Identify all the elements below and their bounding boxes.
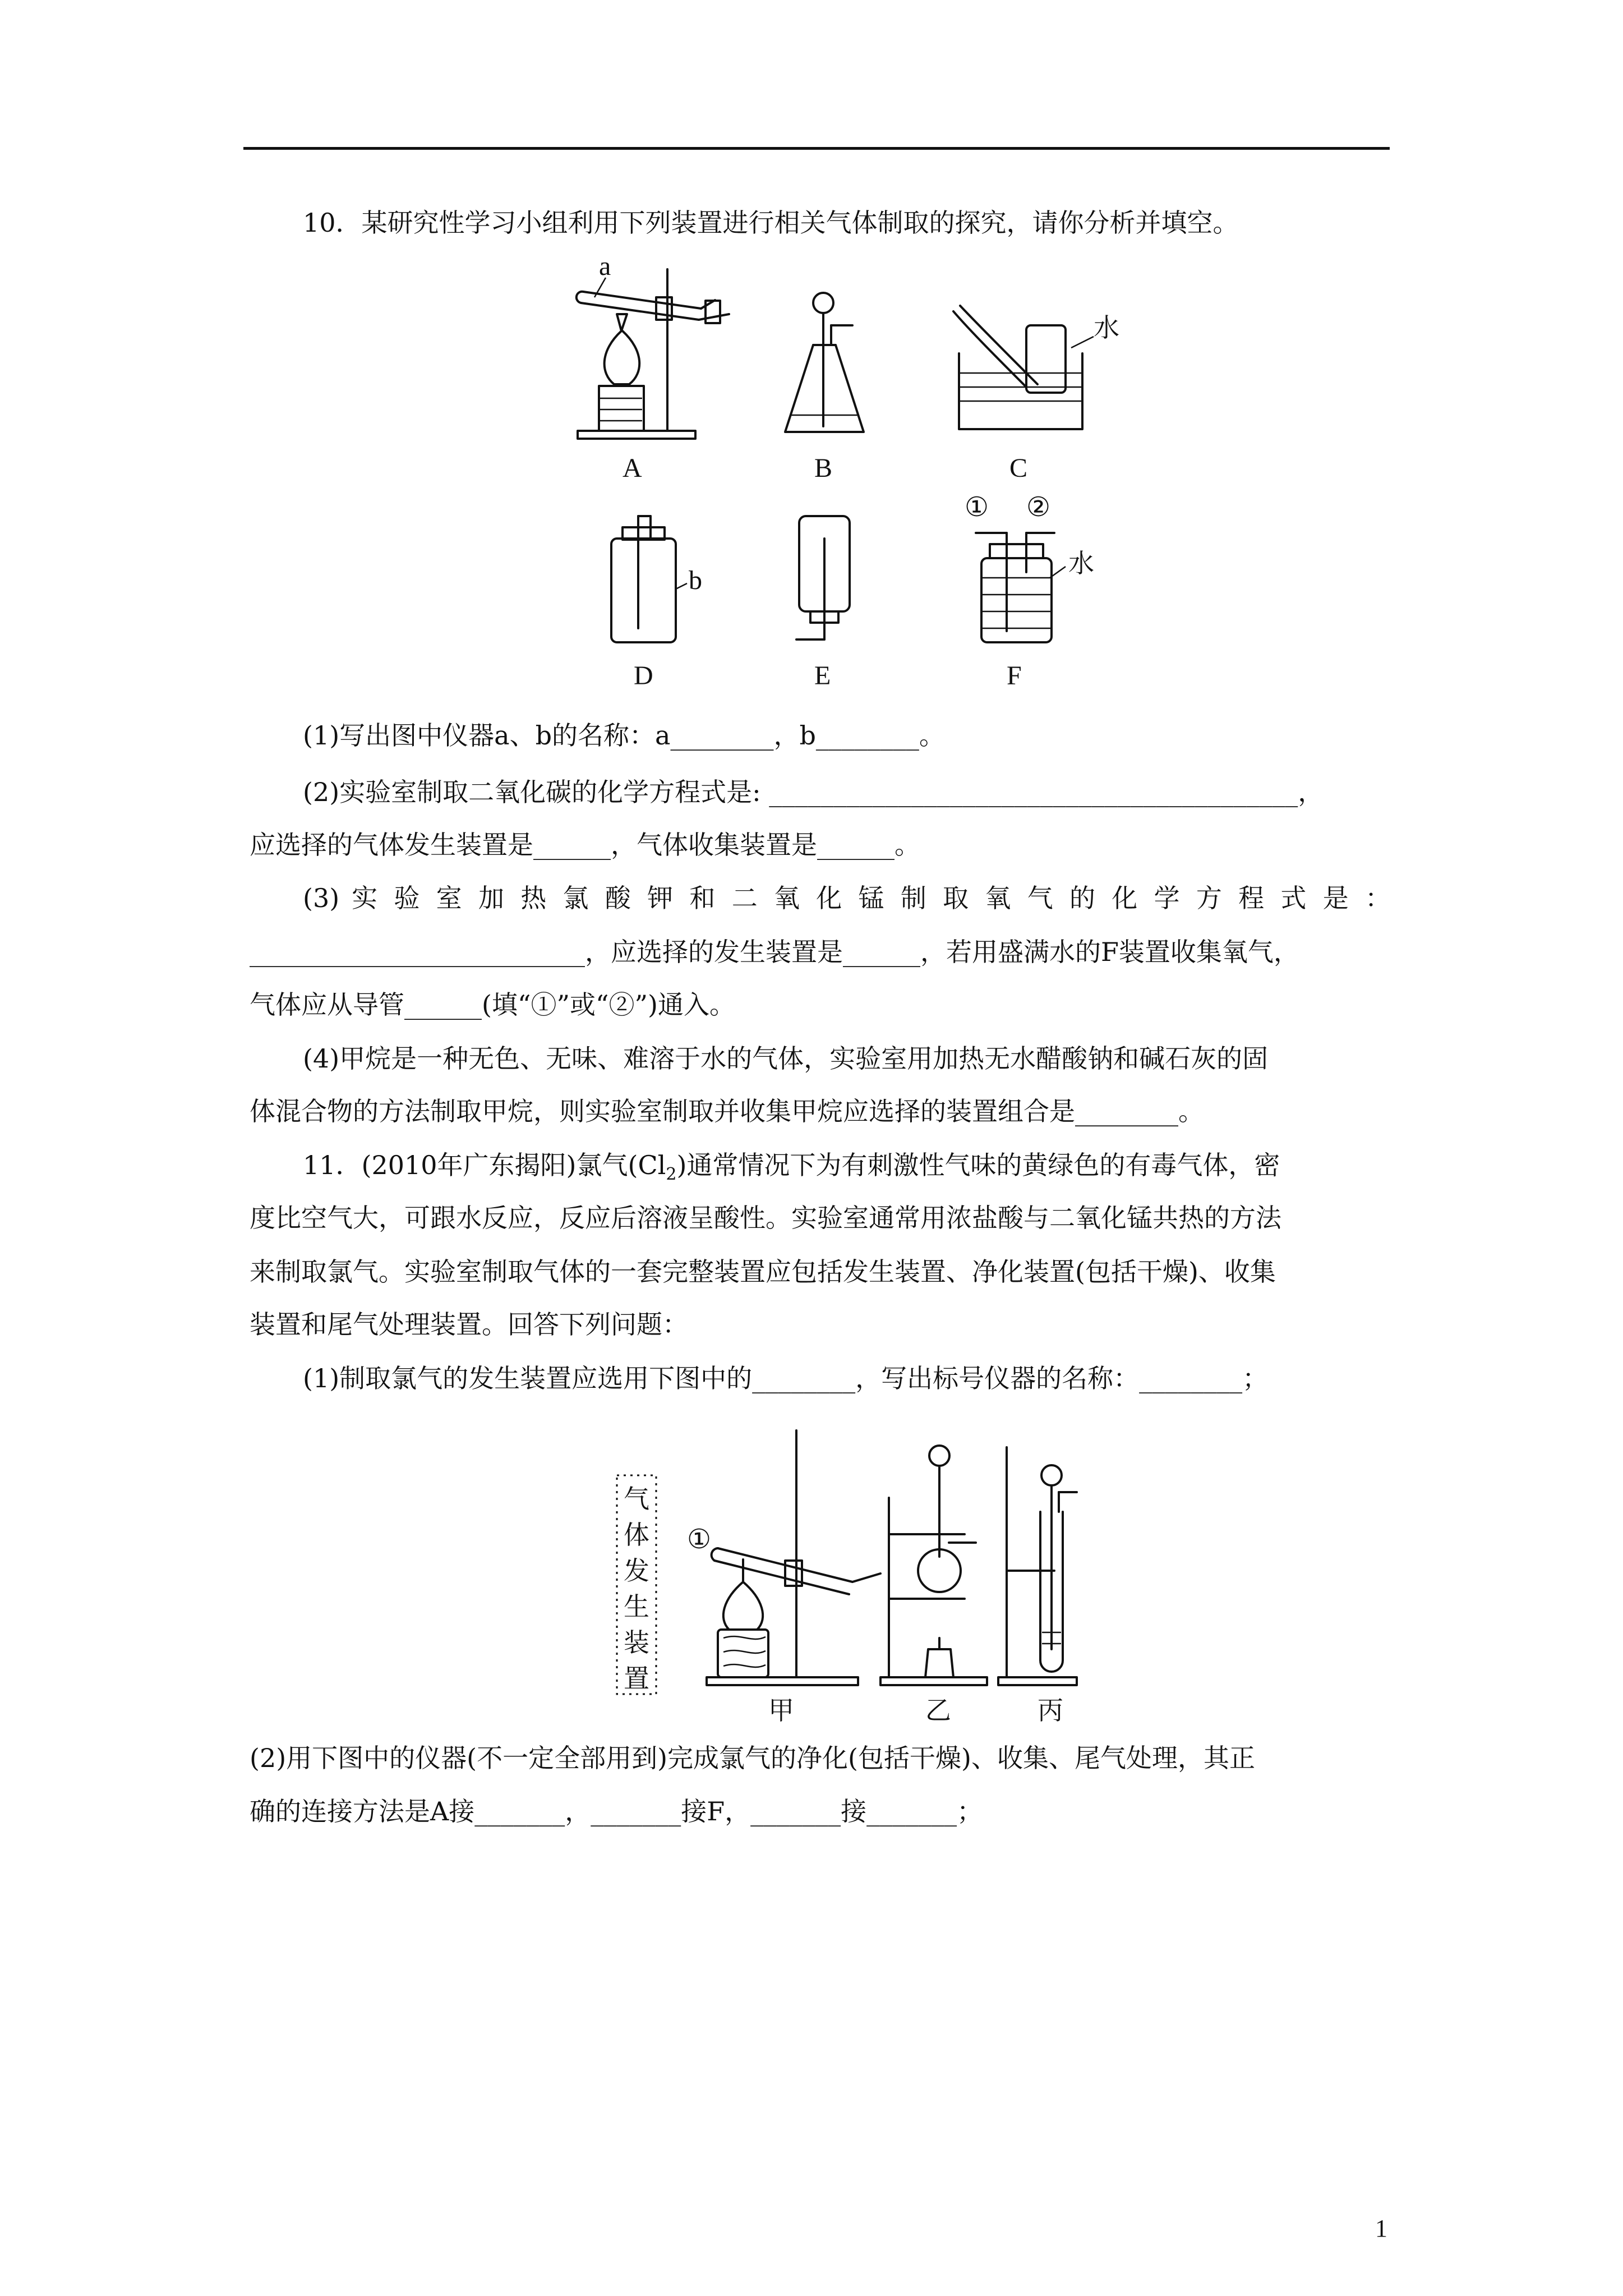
page-number: 1: [1375, 2215, 1387, 2242]
q11-line1-post: )通常情况下为有刺激性气味的黄绿色的有毒气体，密: [676, 1150, 1280, 1180]
q10-part4-line1: (4)甲烷是一种无色、无味、难溶于水的气体，实验室用加热无水醋酸钠和碱石灰的固: [303, 1043, 1269, 1074]
q10-figure-row2: [594, 494, 1133, 690]
label-d: D: [634, 661, 653, 691]
q10-figure-row1: [561, 247, 1150, 482]
port-1: ①: [965, 493, 989, 522]
apparatus-jia: [687, 1430, 880, 1685]
apparatus-b: [785, 293, 864, 432]
box-char-2: 体: [624, 1520, 649, 1550]
label-water-c: 水: [1094, 312, 1119, 343]
q11-line1-pre: 11．(2010年广东揭阳)氯气(Cl: [303, 1150, 666, 1180]
port-2: ②: [1026, 493, 1051, 522]
q11-part2-line1: (2)用下图中的仪器(不一定全部用到)完成氯气的净化(包括干燥)、收集、尾气处理，其正: [250, 1743, 1255, 1773]
marker-1: ①: [687, 1525, 712, 1554]
q10-intro: 10．某研究性学习小组利用下列装置进行相关气体制取的探究，请你分析并填空。: [303, 208, 1239, 238]
q11-part1: (1)制取氯气的发生装置应选用下图中的________，写出标号仪器的名称：________；: [303, 1363, 1269, 1393]
box-char-1: 气: [624, 1484, 649, 1514]
q11-line2: 度比空气大，可跟水反应，反应后溶液呈酸性。实验室通常用浓盐酸与二氧化锰共热的方法: [250, 1203, 1281, 1233]
q11-figure: [606, 1414, 1110, 1728]
label-bing: 丙: [1038, 1695, 1063, 1726]
label-c: C: [1009, 453, 1028, 483]
apparatus-c: [953, 306, 1119, 429]
q11-line1-sub: 2: [666, 1165, 677, 1185]
apparatus-yi: [880, 1446, 987, 1685]
marker-a: a: [599, 251, 611, 281]
apparatus-e: [796, 516, 850, 639]
q10-part4-line2: 体混合物的方法制取甲烷，则实验室制取并收集甲烷应选择的装置组合是________。: [250, 1096, 1204, 1126]
box-char-6: 置: [624, 1663, 649, 1694]
label-yi: 乙: [925, 1695, 951, 1726]
box-char-5: 装: [624, 1627, 649, 1658]
label-e: E: [814, 661, 831, 691]
q11-line3: 来制取氯气。实验室制取气体的一套完整装置应包括发生装置、净化装置(包括干燥)、收集: [250, 1257, 1276, 1287]
q10-part1: (1)写出图中仪器a、b的名称：a________，b________。: [303, 720, 945, 751]
q10-part2-line2: 应选择的气体发生装置是______，气体收集装置是______。: [250, 830, 920, 860]
apparatus-a: [577, 251, 729, 439]
label-a: A: [623, 453, 642, 483]
q10-part3-line3: 气体应从导管______(填“①”或“②”)通入。: [250, 990, 735, 1020]
header-rule: [243, 147, 1390, 150]
marker-b: b: [689, 565, 702, 595]
label-f: F: [1007, 661, 1022, 691]
box-char-3: 发: [624, 1556, 649, 1586]
apparatus-f: [965, 493, 1094, 642]
q10-part2-line1: (2)实验室制取二氧化碳的化学方程式是: _________________________________________，: [303, 777, 1324, 807]
label-water-f: 水: [1068, 548, 1094, 578]
q11-line4: 装置和尾气处理装置。回答下列问题：: [250, 1309, 688, 1340]
q10-part3-line1: (3) 实 验 室 加 热 氯 酸 钾 和 二 氧 化 锰 制 取 氧 气 的 化 学 方 程 式 是 ：: [303, 883, 1391, 913]
q10-part3-line2: __________________________，应选择的发生装置是______，若用盛满水的F装置收集氧气，: [250, 937, 1299, 967]
apparatus-bing: [998, 1447, 1077, 1685]
q11-part2-line2: 确的连接方法是A接_______，_______接F，_______接_______；: [250, 1796, 983, 1826]
label-jia: 甲: [768, 1695, 794, 1726]
label-b: B: [814, 453, 833, 483]
apparatus-d: [611, 516, 702, 642]
box-char-4: 生: [624, 1591, 649, 1622]
